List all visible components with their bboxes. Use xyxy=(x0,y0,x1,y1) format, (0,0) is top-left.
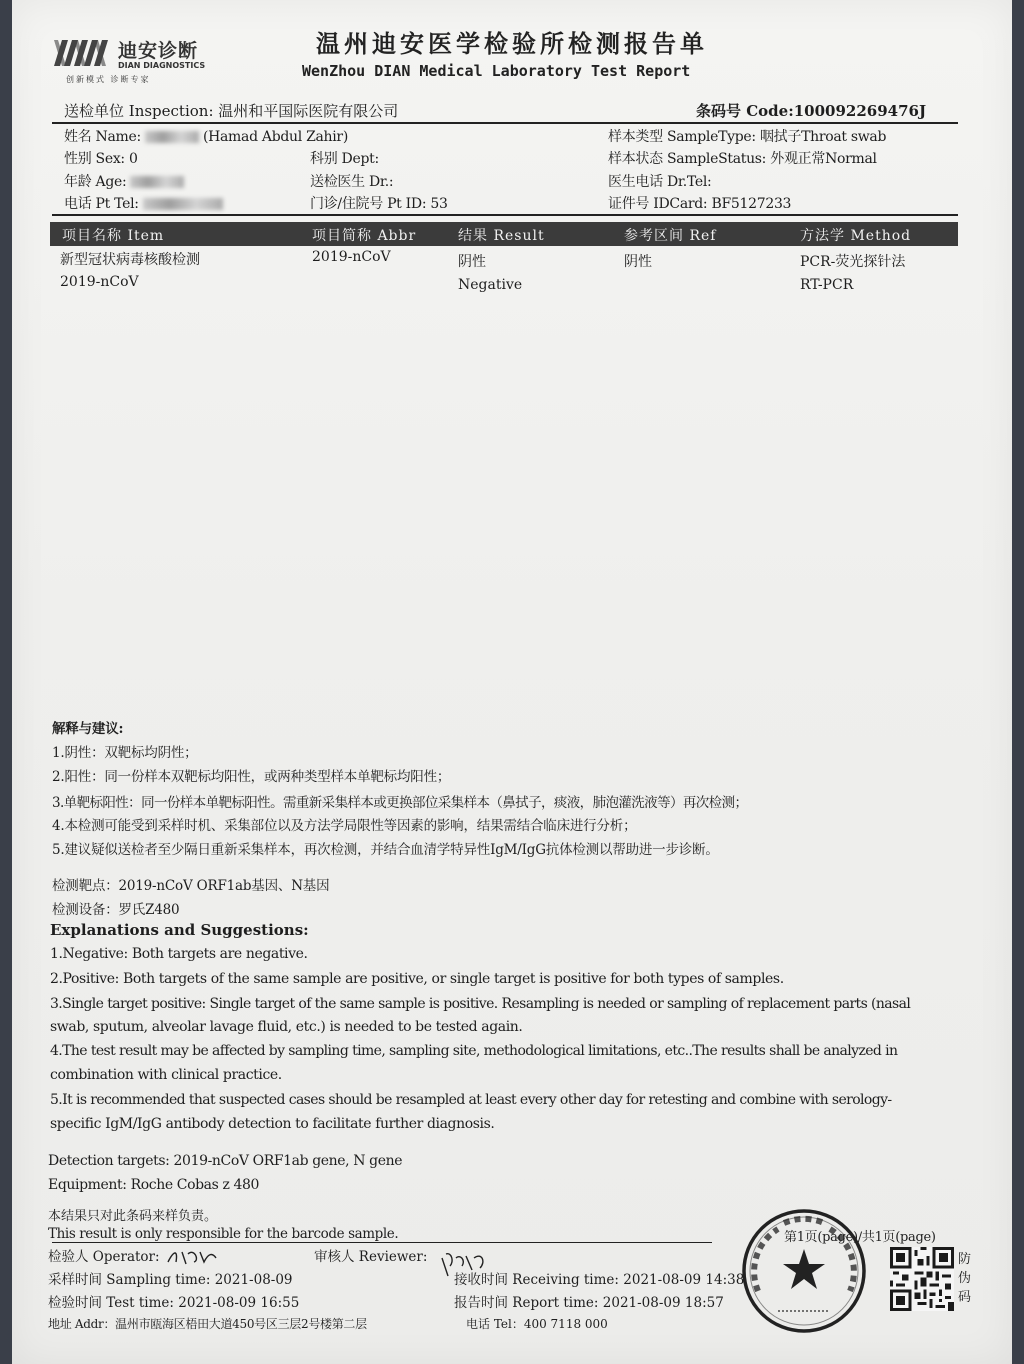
report-time-label: 报告时间 Report time: xyxy=(454,1295,599,1311)
sample-type-value: 咽拭子Throat swab xyxy=(759,129,887,145)
responsibility-cn: 本结果只对此条码来样负责。 xyxy=(48,1209,218,1224)
patient-name-value: (Hamad Abdul Zahir) xyxy=(202,129,348,145)
anti-counterfeit-qr-icon xyxy=(890,1246,954,1312)
sample-status xyxy=(608,148,877,168)
operator xyxy=(48,1245,160,1265)
receiving-time-value: 2021-08-09 14:38 xyxy=(623,1272,745,1288)
test-time xyxy=(48,1291,299,1311)
patient-name-label: 姓名 Name: xyxy=(64,129,141,145)
divider-top xyxy=(52,122,958,124)
logo-slogan: 创新模式 诊断专家 xyxy=(66,75,151,84)
doctor xyxy=(310,171,393,191)
lab-phone: 电话 Tel：400 7118 000 xyxy=(466,1317,608,1331)
sampling-time xyxy=(48,1268,293,1288)
dian-logo-mark-icon xyxy=(52,36,114,70)
sample-status-label: 样本状态 SampleStatus: xyxy=(608,151,767,167)
column-header-result: 结果 Result xyxy=(458,228,545,244)
patient-tel-label: 电话 Pt Tel: xyxy=(64,196,139,212)
anti-fake-label: 防伪码 xyxy=(958,1252,972,1305)
redacted-block xyxy=(145,131,199,143)
explanation-cn-line: 2.阳性：同一份样本双靶标均阳性，或两种类型样本单靶标均阳性； xyxy=(52,769,451,785)
explanation-en-line: 1.Negative: Both targets are negative. xyxy=(50,946,308,962)
logo-name-en: DIAN DIAGNOSTICS xyxy=(118,61,206,70)
column-header-method: 方法学 Method xyxy=(800,228,912,244)
explanation-en-line: 5.It is recommended that suspected cases should be resampled at least every other day for retesting and combine with serology- xyxy=(50,1092,892,1108)
explanation-en-line: 2.Positive: Both targets of the same sample are positive, or single target is positive for both types of samples. xyxy=(50,971,784,987)
barcode-value: 100092269476J xyxy=(793,102,927,120)
result-cn: 阴性 xyxy=(458,254,486,270)
patient-id xyxy=(310,193,448,213)
receiving-time-label: 接收时间 Receiving time: xyxy=(454,1272,619,1288)
patient-id-label: 门诊/住院号 Pt ID: xyxy=(310,196,427,212)
patient-age xyxy=(64,171,188,191)
explanation-en-line: 3.Single target positive: Single target of the same sample is positive. Resampling is needed or sampling of replacement parts (nasal xyxy=(50,996,911,1012)
receiving-time xyxy=(454,1268,744,1288)
sampling-time-value: 2021-08-09 xyxy=(214,1272,293,1288)
inspection-unit-label: 送检单位 Inspection: xyxy=(64,102,214,120)
patient-sex-label: 性别 Sex: xyxy=(64,151,125,167)
explanations-cn-title: 解释与建议: xyxy=(52,721,124,737)
reference-value: 阴性 xyxy=(624,254,652,270)
item-name-en: 2019-nCoV xyxy=(60,274,139,290)
doctor-label: 送检医生 Dr.: xyxy=(310,174,394,190)
lab-address: 地址 Addr：温州市瓯海区梧田大道450号区三层2号楼第二层 xyxy=(48,1317,367,1331)
detection-targets-cn: 检测靶点：2019-nCoV ORF1ab基因、N基因 xyxy=(52,878,330,894)
result-en: Negative xyxy=(458,277,523,293)
column-header-ref: 参考区间 Ref xyxy=(624,228,717,244)
report-time-value: 2021-08-09 18:57 xyxy=(602,1295,724,1311)
id-card-label: 证件号 IDCard: xyxy=(608,196,708,212)
reviewer xyxy=(314,1245,427,1265)
barcode xyxy=(696,100,926,121)
barcode-label: 条码号 Code: xyxy=(696,102,794,120)
method-cn: PCR-荧光探针法 xyxy=(800,254,906,270)
divider-info xyxy=(52,214,958,216)
column-header-item: 项目名称 Item xyxy=(62,228,165,244)
equipment-cn: 检测设备：罗氏Z480 xyxy=(52,902,180,918)
department-label: 科别 Dept: xyxy=(310,151,379,167)
results-table-header xyxy=(50,222,958,246)
explanation-en-line: 4.The test result may be affected by sampling time, sampling site, methodological limitations, etc..The results shall be analyzed in xyxy=(50,1043,898,1059)
test-time-value: 2021-08-09 16:55 xyxy=(178,1295,300,1311)
report-title-en: WenZhou DIAN Medical Laboratory Test Report xyxy=(302,62,691,80)
explanation-cn-line: 3.单靶标阳性：同一份样本单靶标阳性。需重新采集样本或更换部位采集样本（鼻拭子，痰液，肺泡灌洗液等）再次检测； xyxy=(52,795,748,811)
sampling-time-label: 采样时间 Sampling time: xyxy=(48,1272,211,1288)
sample-status-value: 外观正常Normal xyxy=(770,151,877,167)
explanation-cn-line: 4.本检测可能受到采样时机、采集部位以及方法学局限性等因素的影响，结果需结合临床进行分析； xyxy=(52,818,637,834)
method-en: RT-PCR xyxy=(800,277,854,293)
item-abbr: 2019-nCoV xyxy=(312,249,391,265)
patient-sex xyxy=(64,148,138,168)
operator-label: 检验人 Operator: xyxy=(48,1249,160,1265)
redacted-block xyxy=(143,198,223,210)
responsibility-en: This result is only responsible for the barcode sample. xyxy=(48,1226,399,1242)
explanations-en-title: Explanations and Suggestions: xyxy=(50,921,309,939)
id-card xyxy=(608,193,791,213)
doctor-tel xyxy=(608,171,711,191)
explanation-en-line: combination with clinical practice. xyxy=(50,1067,282,1083)
reviewer-label: 审核人 Reviewer: xyxy=(314,1249,428,1265)
item-name-cn: 新型冠状病毒核酸检测 xyxy=(60,252,200,268)
equipment-en: Equipment: Roche Cobas z 480 xyxy=(48,1177,260,1193)
patient-name xyxy=(64,126,348,146)
dian-logo xyxy=(52,34,222,90)
patient-tel xyxy=(64,193,227,213)
logo-name-cn: 迪安诊断 xyxy=(118,40,199,62)
explanation-en-line: swab, sputum, alveolar lavage fluid, etc.) is needed to be tested again. xyxy=(50,1019,523,1035)
explanation-cn-line: 5.建议疑似送检者至少隔日重新采集样本，再次检测，并结合血清学特异性IgM/IgG抗体检测以帮助进一步诊断。 xyxy=(52,842,719,858)
sample-type xyxy=(608,126,886,146)
sample-type-label: 样本类型 SampleType: xyxy=(608,129,756,145)
patient-sex-value: 0 xyxy=(129,151,138,167)
patient-id-value: 53 xyxy=(430,196,448,212)
divider-footer xyxy=(52,1242,712,1243)
official-seal-icon xyxy=(738,1205,870,1337)
explanation-en-line: specific IgM/IgG antibody detection to facilitate further diagnosis. xyxy=(50,1116,495,1132)
inspection-unit-value: 温州和平国际医院有限公司 xyxy=(218,102,399,120)
test-time-label: 检验时间 Test time: xyxy=(48,1295,174,1311)
department xyxy=(310,148,379,168)
page-info: 第1页(page)/共1页(page) xyxy=(784,1230,936,1245)
redacted-block xyxy=(130,176,184,188)
column-header-abbr: 项目简称 Abbr xyxy=(312,228,417,244)
id-card-value: BF5127233 xyxy=(711,196,792,212)
operator-signature-icon xyxy=(164,1244,224,1268)
inspection-unit xyxy=(64,100,398,121)
detection-targets-en: Detection targets: 2019-nCoV ORF1ab gene, N gene xyxy=(48,1153,403,1169)
explanation-cn-line: 1.阴性：双靶标均阴性； xyxy=(52,745,198,761)
doctor-tel-label: 医生电话 Dr.Tel: xyxy=(608,174,712,190)
report-title-cn: 温州迪安医学检验所检测报告单 xyxy=(316,30,708,58)
patient-age-label: 年龄 Age: xyxy=(64,174,127,190)
report-time xyxy=(454,1291,724,1311)
